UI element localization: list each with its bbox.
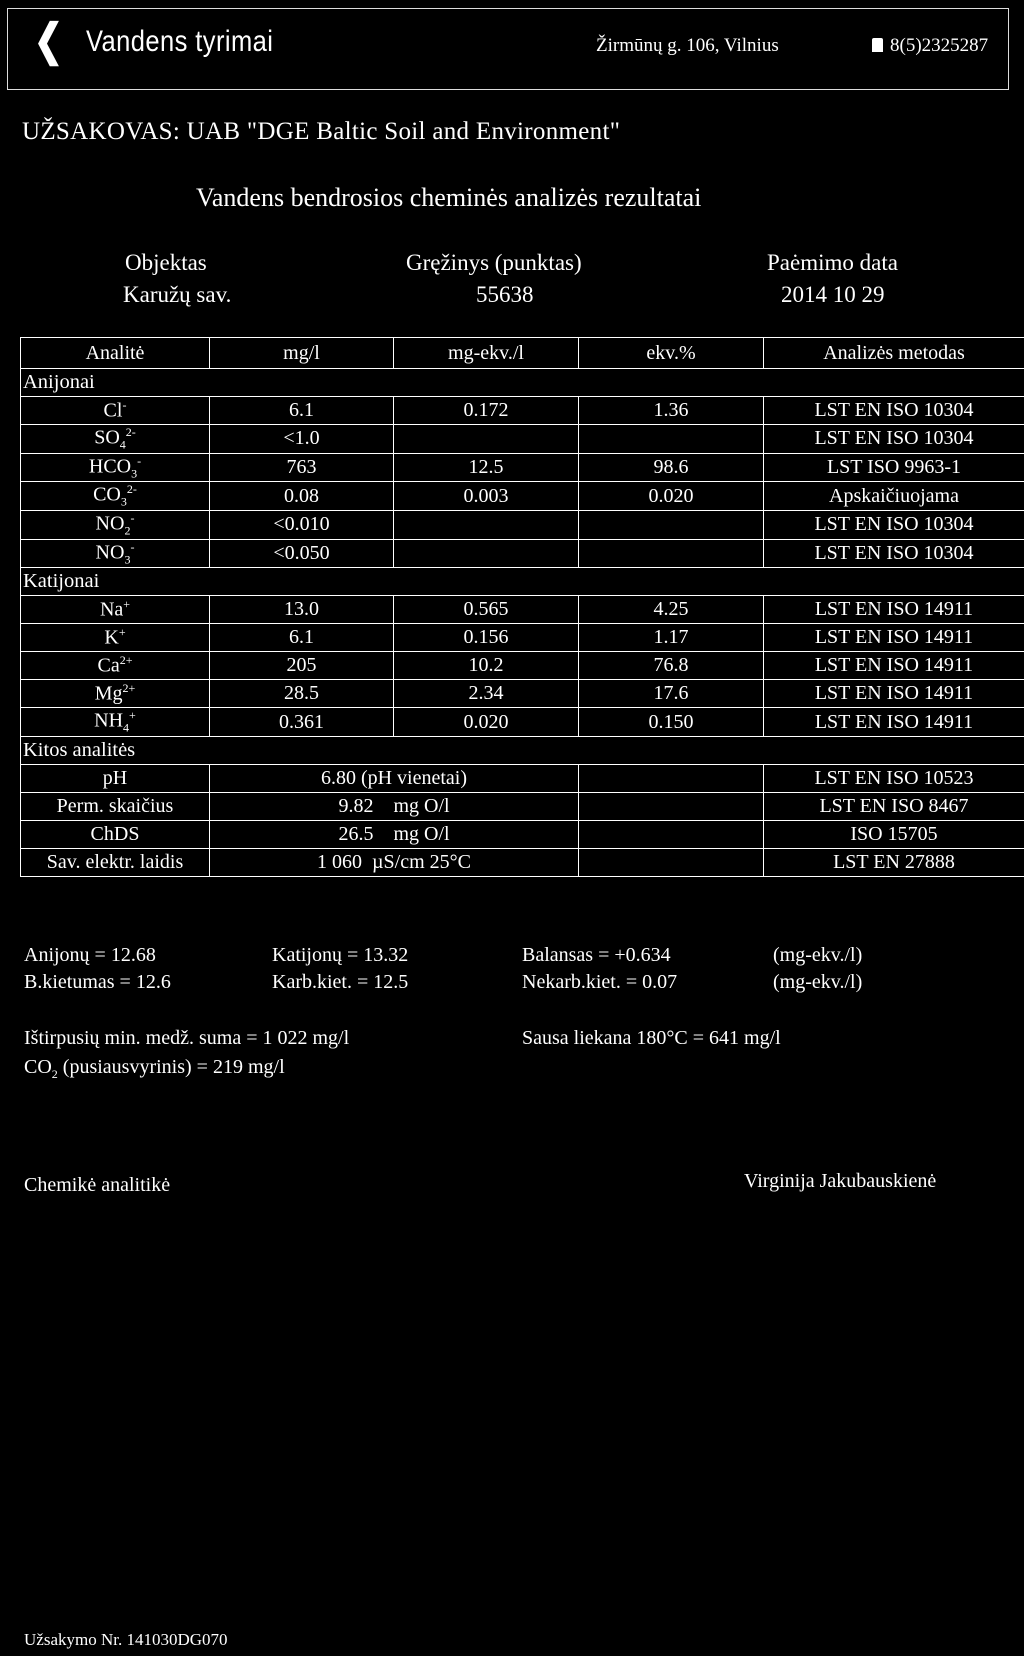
sum-noncarb: Nekarb.kiet. = 0.07	[522, 971, 678, 993]
sum-hardness: B.kietumas = 12.6	[24, 971, 171, 993]
method-value: LST EN ISO 14911	[764, 624, 1024, 652]
ion-symbol: SO	[94, 426, 120, 449]
mgekv-value	[394, 539, 579, 568]
col-ekvpct: ekv.%	[579, 338, 764, 369]
analyte-name	[21, 397, 210, 425]
group-label: Kitos analitės	[21, 736, 1024, 764]
ion-subscript: 3	[124, 552, 131, 567]
mgl-value: 6.1	[210, 624, 394, 652]
ion-subscript: 2	[124, 523, 131, 538]
method-value: LST EN ISO 8467	[764, 792, 1024, 820]
mgekv-value: 12.5	[394, 453, 579, 482]
sum-balance: Balansas = +0.634	[522, 944, 671, 966]
table-row	[21, 624, 1024, 652]
app-title: Vandens tyrimai	[86, 25, 274, 58]
mgl-value: 28.5	[210, 680, 394, 708]
sum-unit-1: (mg-ekv./l)	[773, 944, 863, 966]
ion-subscript: 4	[119, 437, 126, 452]
group-other	[21, 736, 1024, 764]
phone-icon	[872, 38, 883, 52]
mgl-value: <0.050	[210, 539, 394, 568]
ekvpct-value	[579, 820, 764, 848]
analyte-name	[21, 510, 210, 539]
ion-symbol: Na	[99, 599, 124, 622]
ion-charge: 2+	[119, 653, 133, 668]
method-value: LST EN ISO 10304	[764, 539, 1024, 568]
ion-symbol: NH	[94, 709, 124, 732]
mgl-value: <0.010	[210, 510, 394, 539]
signature-role: Chemikė analitikė	[24, 1174, 171, 1196]
method-value: ISO 15705	[764, 820, 1024, 848]
back-chevron-icon[interactable]: ❮	[33, 16, 64, 65]
mgekv-value	[394, 425, 579, 454]
table-row	[21, 820, 1024, 848]
mgl-value: 763	[210, 453, 394, 482]
mgekv-value: 0.003	[394, 482, 579, 511]
analyte-value: 1 060 µS/cm 25°C	[210, 848, 579, 876]
ekvpct-value: 17.6	[579, 680, 764, 708]
method-value: LST ISO 9963-1	[764, 453, 1024, 482]
analyte-name	[21, 708, 210, 737]
method-value: LST EN ISO 10304	[764, 425, 1024, 454]
method-value: LST EN ISO 14911	[764, 596, 1024, 624]
ion-subscript: 3	[131, 466, 138, 481]
mgl-value: 6.1	[210, 397, 394, 425]
table-row	[21, 397, 1024, 425]
cation-rows	[21, 596, 1024, 737]
ion-charge: 2-	[126, 482, 137, 497]
analyte-name	[21, 539, 210, 568]
table-row	[21, 680, 1024, 708]
col-mgl: mg/l	[210, 338, 394, 369]
analyte-value: 9.82 mg O/l	[210, 792, 579, 820]
co2-formula: CO	[24, 1056, 52, 1078]
table-header-row	[21, 338, 1024, 369]
analyte-name: Sav. elektr. laidis	[21, 848, 210, 876]
analyte-name	[21, 425, 210, 454]
well-label: Gręžinys (punktas)	[406, 250, 582, 275]
ion-charge: 2-	[125, 425, 136, 439]
mgekv-value: 0.020	[394, 708, 579, 737]
analyte-name	[21, 482, 210, 511]
ion-charge: +	[123, 597, 131, 612]
ion-symbol: NO	[95, 541, 125, 564]
object-value: Karužų sav.	[123, 282, 232, 307]
analyte-name: pH	[21, 764, 210, 792]
ion-charge: -	[122, 398, 127, 413]
co2-text: (pusiausvyrinis) = 219 mg/l	[57, 1056, 285, 1078]
mgl-value: <1.0	[210, 425, 394, 454]
sum-co2	[24, 1056, 285, 1082]
sum-unit-2: (mg-ekv./l)	[773, 971, 863, 993]
table-row	[21, 708, 1024, 737]
sum-dissolved: Ištirpusių min. medž. suma = 1 022 mg/l	[24, 1027, 350, 1049]
table-row	[21, 539, 1024, 568]
analyte-name: ChDS	[21, 820, 210, 848]
ekvpct-value: 0.150	[579, 708, 764, 737]
document-heading: Vandens bendrosios cheminės analizės rezultatai	[196, 183, 702, 212]
method-value: LST EN ISO 10304	[764, 510, 1024, 539]
ion-symbol: K	[104, 627, 119, 650]
mgl-value: 0.08	[210, 482, 394, 511]
analyte-value: 26.5 mg O/l	[210, 820, 579, 848]
analyte-name	[21, 652, 210, 680]
table-row	[21, 764, 1024, 792]
ekvpct-value	[579, 425, 764, 454]
ion-symbol: CO	[93, 483, 121, 506]
well-value: 55638	[476, 282, 534, 307]
col-mgekv: mg-ekv./l	[394, 338, 579, 369]
ion-subscript: 4	[123, 720, 130, 735]
ion-charge: -	[130, 539, 135, 554]
ion-charge: -	[137, 453, 142, 468]
ekvpct-value	[579, 792, 764, 820]
ekvpct-value: 1.36	[579, 397, 764, 425]
ion-symbol: Cl	[103, 399, 123, 422]
table-row	[21, 848, 1024, 876]
ion-subscript: 3	[120, 494, 127, 509]
header-bar	[7, 8, 1009, 90]
results-table	[20, 337, 1024, 877]
method-value: LST EN ISO 10523	[764, 764, 1024, 792]
col-method: Analizės metodas	[764, 338, 1024, 369]
mgekv-value	[394, 510, 579, 539]
sum-cations: Katijonų = 13.32	[272, 944, 409, 966]
other-rows	[21, 764, 1024, 876]
ekvpct-value: 98.6	[579, 453, 764, 482]
method-value: LST EN ISO 14911	[764, 708, 1024, 737]
col-analyte: Analitė	[21, 338, 210, 369]
group-anions	[21, 369, 1024, 397]
table-row	[21, 652, 1024, 680]
analyte-name	[21, 624, 210, 652]
mgekv-value: 0.156	[394, 624, 579, 652]
group-cations	[21, 568, 1024, 596]
method-value: LST EN ISO 10304	[764, 397, 1024, 425]
table-row	[21, 453, 1024, 482]
co2-subscript: 2	[51, 1067, 58, 1081]
analyte-value: 6.80 (pH vienetai)	[210, 764, 579, 792]
mgl-value: 205	[210, 652, 394, 680]
table-row	[21, 596, 1024, 624]
method-value: LST EN ISO 14911	[764, 680, 1024, 708]
method-value: Apskaičiuojama	[764, 482, 1024, 511]
table-row	[21, 425, 1024, 454]
table-row	[21, 510, 1024, 539]
ekvpct-value: 4.25	[579, 596, 764, 624]
analyte-name: Perm. skaičius	[21, 792, 210, 820]
ekvpct-value	[579, 539, 764, 568]
ion-charge: +	[118, 625, 126, 640]
ekvpct-value	[579, 510, 764, 539]
date-label: Paėmimo data	[767, 250, 898, 275]
ion-symbol: Mg	[94, 683, 123, 706]
mgekv-value: 2.34	[394, 680, 579, 708]
ion-charge: -	[130, 510, 135, 525]
mgekv-value: 0.565	[394, 596, 579, 624]
table-row	[21, 482, 1024, 511]
ion-charge: 2+	[122, 681, 136, 696]
address: Žirmūnų g. 106, Vilnius	[596, 35, 779, 56]
mgl-value: 0.361	[210, 708, 394, 737]
date-value: 2014 10 29	[781, 282, 885, 307]
mgekv-value: 0.172	[394, 397, 579, 425]
ekvpct-value	[579, 764, 764, 792]
ekvpct-value	[579, 848, 764, 876]
anion-rows	[21, 397, 1024, 568]
ekvpct-value: 1.17	[579, 624, 764, 652]
ion-symbol: HCO	[88, 455, 132, 478]
order-number: Užsakymo Nr. 141030DG070	[24, 1630, 228, 1649]
analyte-name	[21, 596, 210, 624]
group-label: Anijonai	[21, 369, 1024, 397]
mgekv-value: 10.2	[394, 652, 579, 680]
sum-dry: Sausa liekana 180°C = 641 mg/l	[522, 1027, 781, 1049]
ekvpct-value: 76.8	[579, 652, 764, 680]
analyte-name	[21, 680, 210, 708]
method-value: LST EN ISO 14911	[764, 652, 1024, 680]
ion-symbol: Ca	[97, 655, 120, 678]
ekvpct-value: 0.020	[579, 482, 764, 511]
table-row	[21, 792, 1024, 820]
sum-carb: Karb.kiet. = 12.5	[272, 971, 409, 993]
phone-number: 8(5)2325287	[890, 35, 989, 56]
phone	[872, 35, 988, 57]
sum-anions: Anijonų = 12.68	[24, 944, 156, 966]
signature-name: Virginija Jakubauskienė	[744, 1170, 937, 1192]
group-label: Katijonai	[21, 568, 1024, 596]
ion-charge: +	[129, 708, 136, 723]
analyte-name	[21, 453, 210, 482]
mgl-value: 13.0	[210, 596, 394, 624]
method-value: LST EN 27888	[764, 848, 1024, 876]
object-label: Objektas	[125, 250, 207, 275]
client-line: UŽSAKOVAS: UAB "DGE Baltic Soil and Environment"	[22, 118, 621, 145]
ion-symbol: NO	[95, 512, 125, 535]
